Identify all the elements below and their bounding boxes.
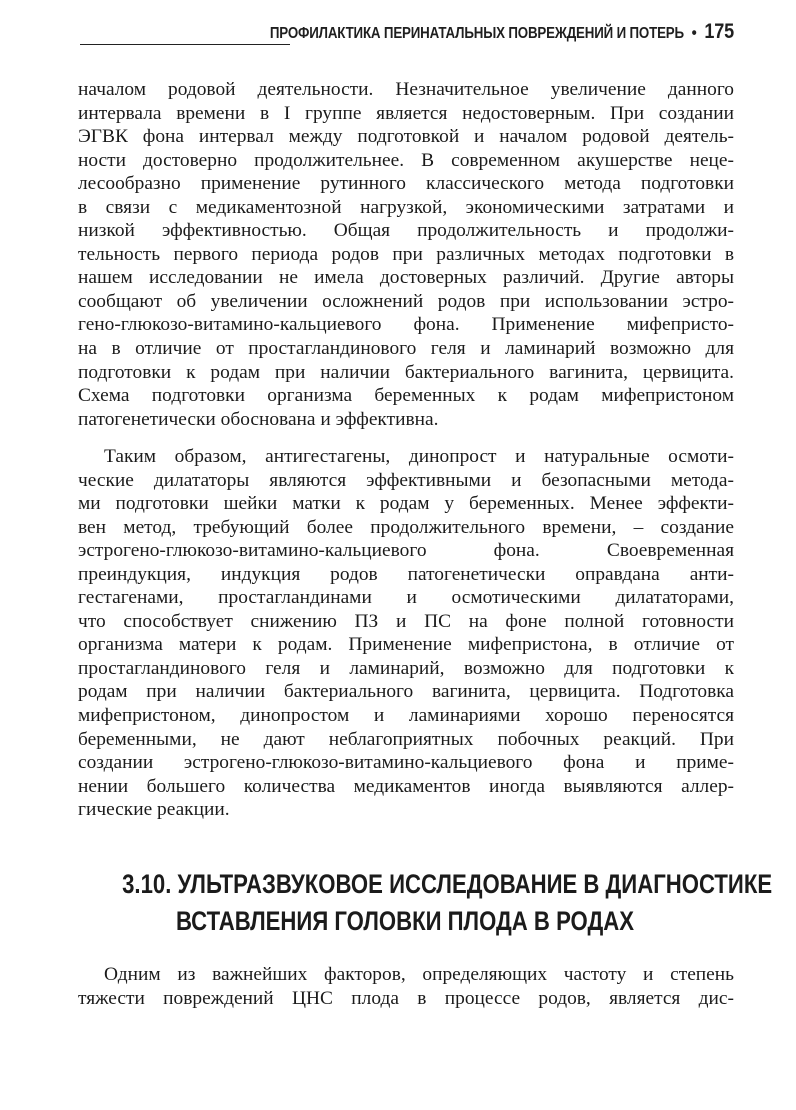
- text-line: Одним из важнейших факторов, определяющих частоту и степень: [104, 964, 734, 985]
- text-line: гические реакции.: [78, 799, 230, 821]
- text-line: создании эстрогено-глюкозо-витамино-кальциевого фона и приме-: [78, 752, 734, 774]
- text-line: что способствует снижению ПЗ и ПС на фоне полной готовности: [78, 610, 734, 632]
- text-line: интервала времени в I группе является недостоверным. При создании: [78, 102, 734, 124]
- text-line: тяжести повреждений ЦНС плода в процессе родов, является дис-: [78, 987, 734, 1009]
- text-line: организма матери к родам. Применение мифепристона, в отличие от: [78, 634, 734, 656]
- text-line: эстрогено-глюкозо-витамино-кальциевого фона. Своевременная: [78, 540, 734, 562]
- text-line: родам при наличии бактериального вагинита, цервицита. Подготовка: [78, 681, 734, 703]
- text-line: мифепристоном, динопростом и ламинариями хорошо переносятся: [78, 705, 734, 727]
- paragraph-continued: [78, 78, 734, 431]
- section-heading: [122, 866, 773, 940]
- text-line: в связи с медикаментозной нагрузкой, экономическими затратами и: [78, 196, 734, 218]
- text-line: нашем исследовании не имела достоверных различий. Другие авторы: [78, 267, 734, 289]
- text-line: тельность первого периода родов при различных методах подготовки в: [78, 243, 734, 265]
- running-header: [170, 20, 734, 50]
- text-line: на в отличие от простагландинового геля и ламинарий возможно для: [78, 338, 734, 360]
- text-line: подготовки к родам при наличии бактериального вагинита, цервицита.: [78, 361, 734, 383]
- text-line: ми подготовки шейки матки к родам у беременных. Менее эффекти-: [78, 493, 734, 515]
- page-number: 175: [704, 20, 734, 43]
- text-line: нении большего количества медикаментов иногда выявляются аллер-: [78, 775, 734, 797]
- text-line: Таким образом, антигестагены, динопрост и натуральные осмоти-: [104, 446, 734, 467]
- text-line: простагландинового геля и ламинарий, возможно для подготовки к: [78, 657, 734, 679]
- text-line: началом родовой деятельности. Незначительное увеличение данного: [78, 79, 734, 100]
- text-line: гено-глюкозо-витамино-кальциевого фона. Применение мифепристо-: [78, 314, 734, 336]
- text-line: Схема подготовки организма беременных к родам мифепристоном: [78, 385, 734, 407]
- text-line: беременными, не дают неблагоприятных побочных реакций. При: [78, 728, 734, 750]
- text-line: ческие дилататоры являются эффективными и безопасными метода-: [78, 469, 734, 491]
- text-line: преиндукция, индукция родов патогенетически оправдана анти-: [78, 563, 734, 585]
- paragraph-conclusion: [78, 445, 734, 822]
- paragraph-section-start: [78, 963, 734, 1010]
- running-title: ПРОФИЛАКТИКА ПЕРИНАТАЛЬНЫХ ПОВРЕЖДЕНИЙ И ПОТЕРЬ: [269, 25, 684, 42]
- section-heading-line: 3.10. УЛЬТРАЗВУКОВОЕ ИССЛЕДОВАНИЕ В ДИАГНОСТИКЕ: [122, 869, 773, 899]
- text-line: сообщают об увеличении осложнений родов при использовании эстро-: [78, 290, 734, 312]
- text-line: ности достоверно продолжительнее. В современном акушерстве неце-: [78, 149, 734, 171]
- header-rule: [80, 44, 290, 45]
- text-line: низкой эффективностью. Общая продолжительность и продолжи-: [78, 220, 734, 242]
- text-line: вен метод, требующий более продолжительного времени, – создание: [78, 516, 734, 538]
- text-line: ЭГВК фона интервал между подготовкой и началом родовой деятель-: [78, 126, 734, 148]
- section-heading-line: ВСТАВЛЕНИЯ ГОЛОВКИ ПЛОДА В РОДАХ: [175, 906, 635, 936]
- text-line: лесообразно применение рутинного классического метода подготовки: [78, 173, 734, 195]
- text-line: патогенетически обоснована и эффективна.: [78, 408, 439, 430]
- header-bullet: •: [691, 23, 697, 42]
- text-line: гестагенами, простагландинами и осмотическими дилататорами,: [78, 587, 734, 609]
